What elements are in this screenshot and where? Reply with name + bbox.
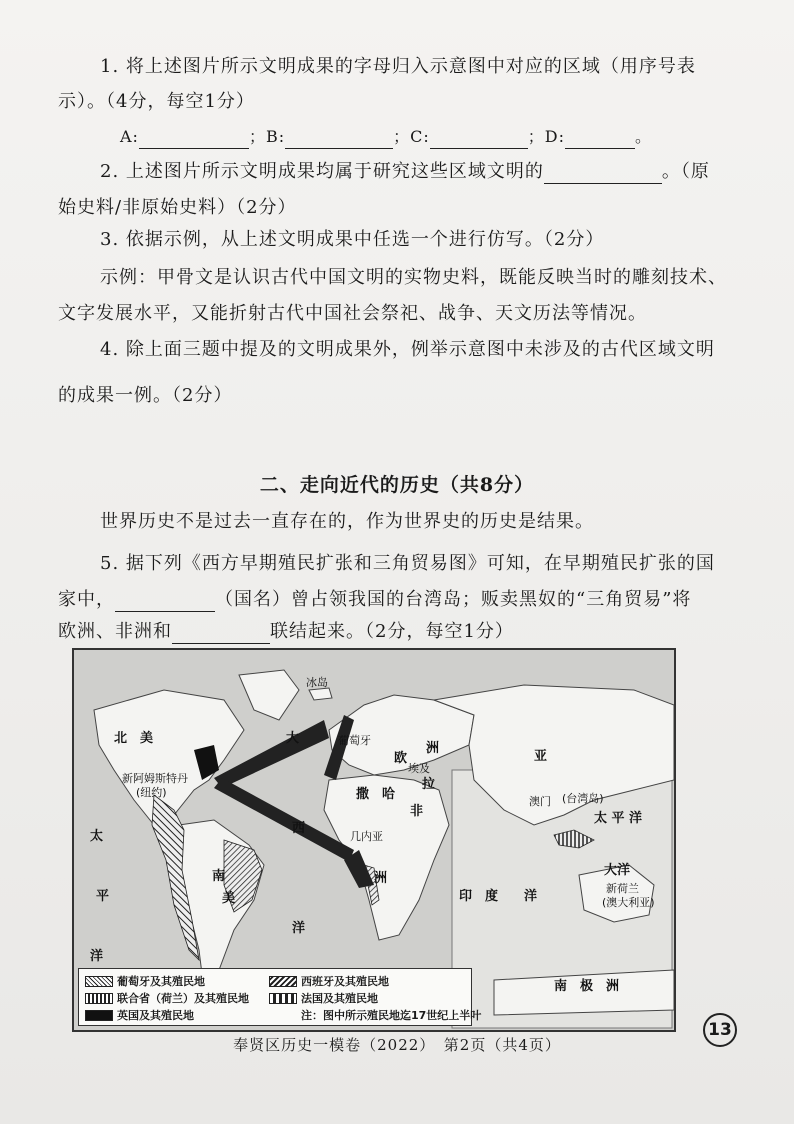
answer-blank-b[interactable] [285,128,393,149]
label-sahara-2: 哈 [382,787,396,802]
label-antarctica: 南 极 洲 [554,979,620,994]
label-africa-b: 洲 [374,871,388,886]
label-pacific-west-1: 太 [90,829,104,844]
q1-blanks-row [120,125,652,149]
legend-swatch-france [269,993,297,1004]
label-sahara-3: 拉 [422,777,436,792]
q5-line2 [58,588,691,612]
blank-label-a: A: [120,127,139,146]
blank-label-c: ；C: [393,127,430,146]
label-indian-ocean-1: 印 度 [459,889,499,904]
answer-blank-d[interactable] [565,128,635,149]
label-atlantic-1: 大 [286,731,300,746]
label-pacific-west-2: 平 [96,889,110,904]
q2-line1 [100,160,710,184]
legend-label-netherlands: 联合省（荷兰）及其殖民地 [117,992,249,1005]
label-pacific-west-3: 洋 [90,949,104,964]
label-iceland: 冰岛 [306,676,328,689]
label-new-holland-sub: (澳大利亚) [602,896,655,909]
label-macau: 澳门 [529,795,551,808]
q4-line2: 的成果一例。（2分） [58,385,233,406]
page-footer: 奉贤区历史一模卷（2022） 第2页（共4页） [233,1036,561,1054]
label-south-america-1: 南 [212,869,226,884]
label-europe: 欧 [394,751,408,766]
q1-line2: 示）。（4分，每空1分） [58,91,255,112]
q5-text-a: 家中， [58,589,115,610]
answer-blank-c[interactable] [430,128,528,149]
legend-item-netherlands [85,990,249,1006]
legend-label-france: 法国及其殖民地 [301,992,378,1005]
label-taiwan: (台湾岛) [562,792,604,805]
label-africa-a: 非 [410,804,424,819]
label-south-america-2: 美 [222,891,236,906]
legend-item-portugal [85,973,205,989]
label-atlantic-3: 洋 [292,921,306,936]
q2-line2: 始史料/非原始史料）（2分） [58,197,297,218]
answer-blank-q2[interactable] [544,163,662,184]
q5-text-c: 欧洲、非洲和 [58,621,172,642]
q3-example1: 示例：甲骨文是认识古代中国文明的实物史料，既能反映当时的雕刻技术、 [100,267,727,288]
q2-text-b: 。（原 [661,161,710,182]
legend-item-france [269,990,378,1006]
q3-line1: 3. 依据示例，从上述文明成果中任选一个进行仿写。（2分） [100,229,605,250]
blank-label-b: ；B: [248,127,286,146]
legend-item-britain [85,1007,194,1023]
map-legend [78,968,482,1026]
legend-label-spain: 西班牙及其殖民地 [301,975,389,988]
q5-line3 [58,620,514,644]
label-new-holland: 新荷兰 [606,882,639,895]
legend-swatch-britain [85,1010,113,1021]
q3-example2: 文字发展水平，又能折射古代中国社会祭祀、战争、天文历法等情况。 [58,303,647,324]
q1-line1: 1. 将上述图片所示文明成果的字母归入示意图中对应的区域（用序号表 [100,56,696,77]
q5-line1: 5. 据下列《西方早期殖民扩张和三角贸易图》可知，在早期殖民扩张的国 [100,553,715,574]
q2-text-a: 2. 上述图片所示文明成果均属于研究这些区域文明的 [100,161,544,182]
legend-swatch-spain [269,976,297,987]
label-atlantic-2: 西 [292,821,306,836]
label-guinea: 几内亚 [350,830,383,843]
legend-item-spain [269,973,389,989]
label-indian-ocean-2: 洋 [524,889,538,904]
blank-label-end: 。 [634,127,652,146]
legend-label-portugal: 葡萄牙及其殖民地 [117,975,205,988]
label-egypt: 埃及 [408,762,430,775]
legend-note: 注：图中所示殖民地迄17世纪上半叶 [301,1009,482,1022]
answer-blank-q5-region[interactable] [172,623,270,644]
label-new-amsterdam: 新阿姆斯特丹 [122,772,188,785]
page-number-badge: 13 [703,1013,737,1047]
legend-swatch-netherlands [85,993,113,1004]
label-pacific: 太 平 洋 [594,811,643,826]
q4-line1: 4. 除上面三题中提及的文明成果外，例举示意图中未涉及的古代区域文明 [100,339,715,360]
section2-title: 二、走向近代的历史（共8分） [259,474,535,496]
label-oceania: 大洋 [604,863,631,878]
label-new-amsterdam-sub: (纽约) [136,786,167,799]
section2-quote: 世界历史不是过去一直存在的，作为世界史的历史是结果。 [100,511,594,532]
label-portugal: 葡萄牙 [338,734,371,747]
blank-label-d: ；D: [527,127,565,146]
legend-swatch-portugal [85,976,113,987]
answer-blank-a[interactable] [139,128,249,149]
answer-blank-q5-country[interactable] [115,591,215,612]
q5-text-d: 联结起来。（2分，每空1分） [270,621,514,642]
label-asia: 亚 [534,749,548,764]
label-sahara-1: 撒 [356,787,370,802]
q5-text-b: （国名）曾占领我国的台湾岛；贩卖黑奴的“三角贸易”将 [215,589,692,610]
legend-label-britain: 英国及其殖民地 [117,1009,194,1022]
label-europe-2: 洲 [426,741,440,756]
label-north-america: 北 美 [114,731,154,746]
